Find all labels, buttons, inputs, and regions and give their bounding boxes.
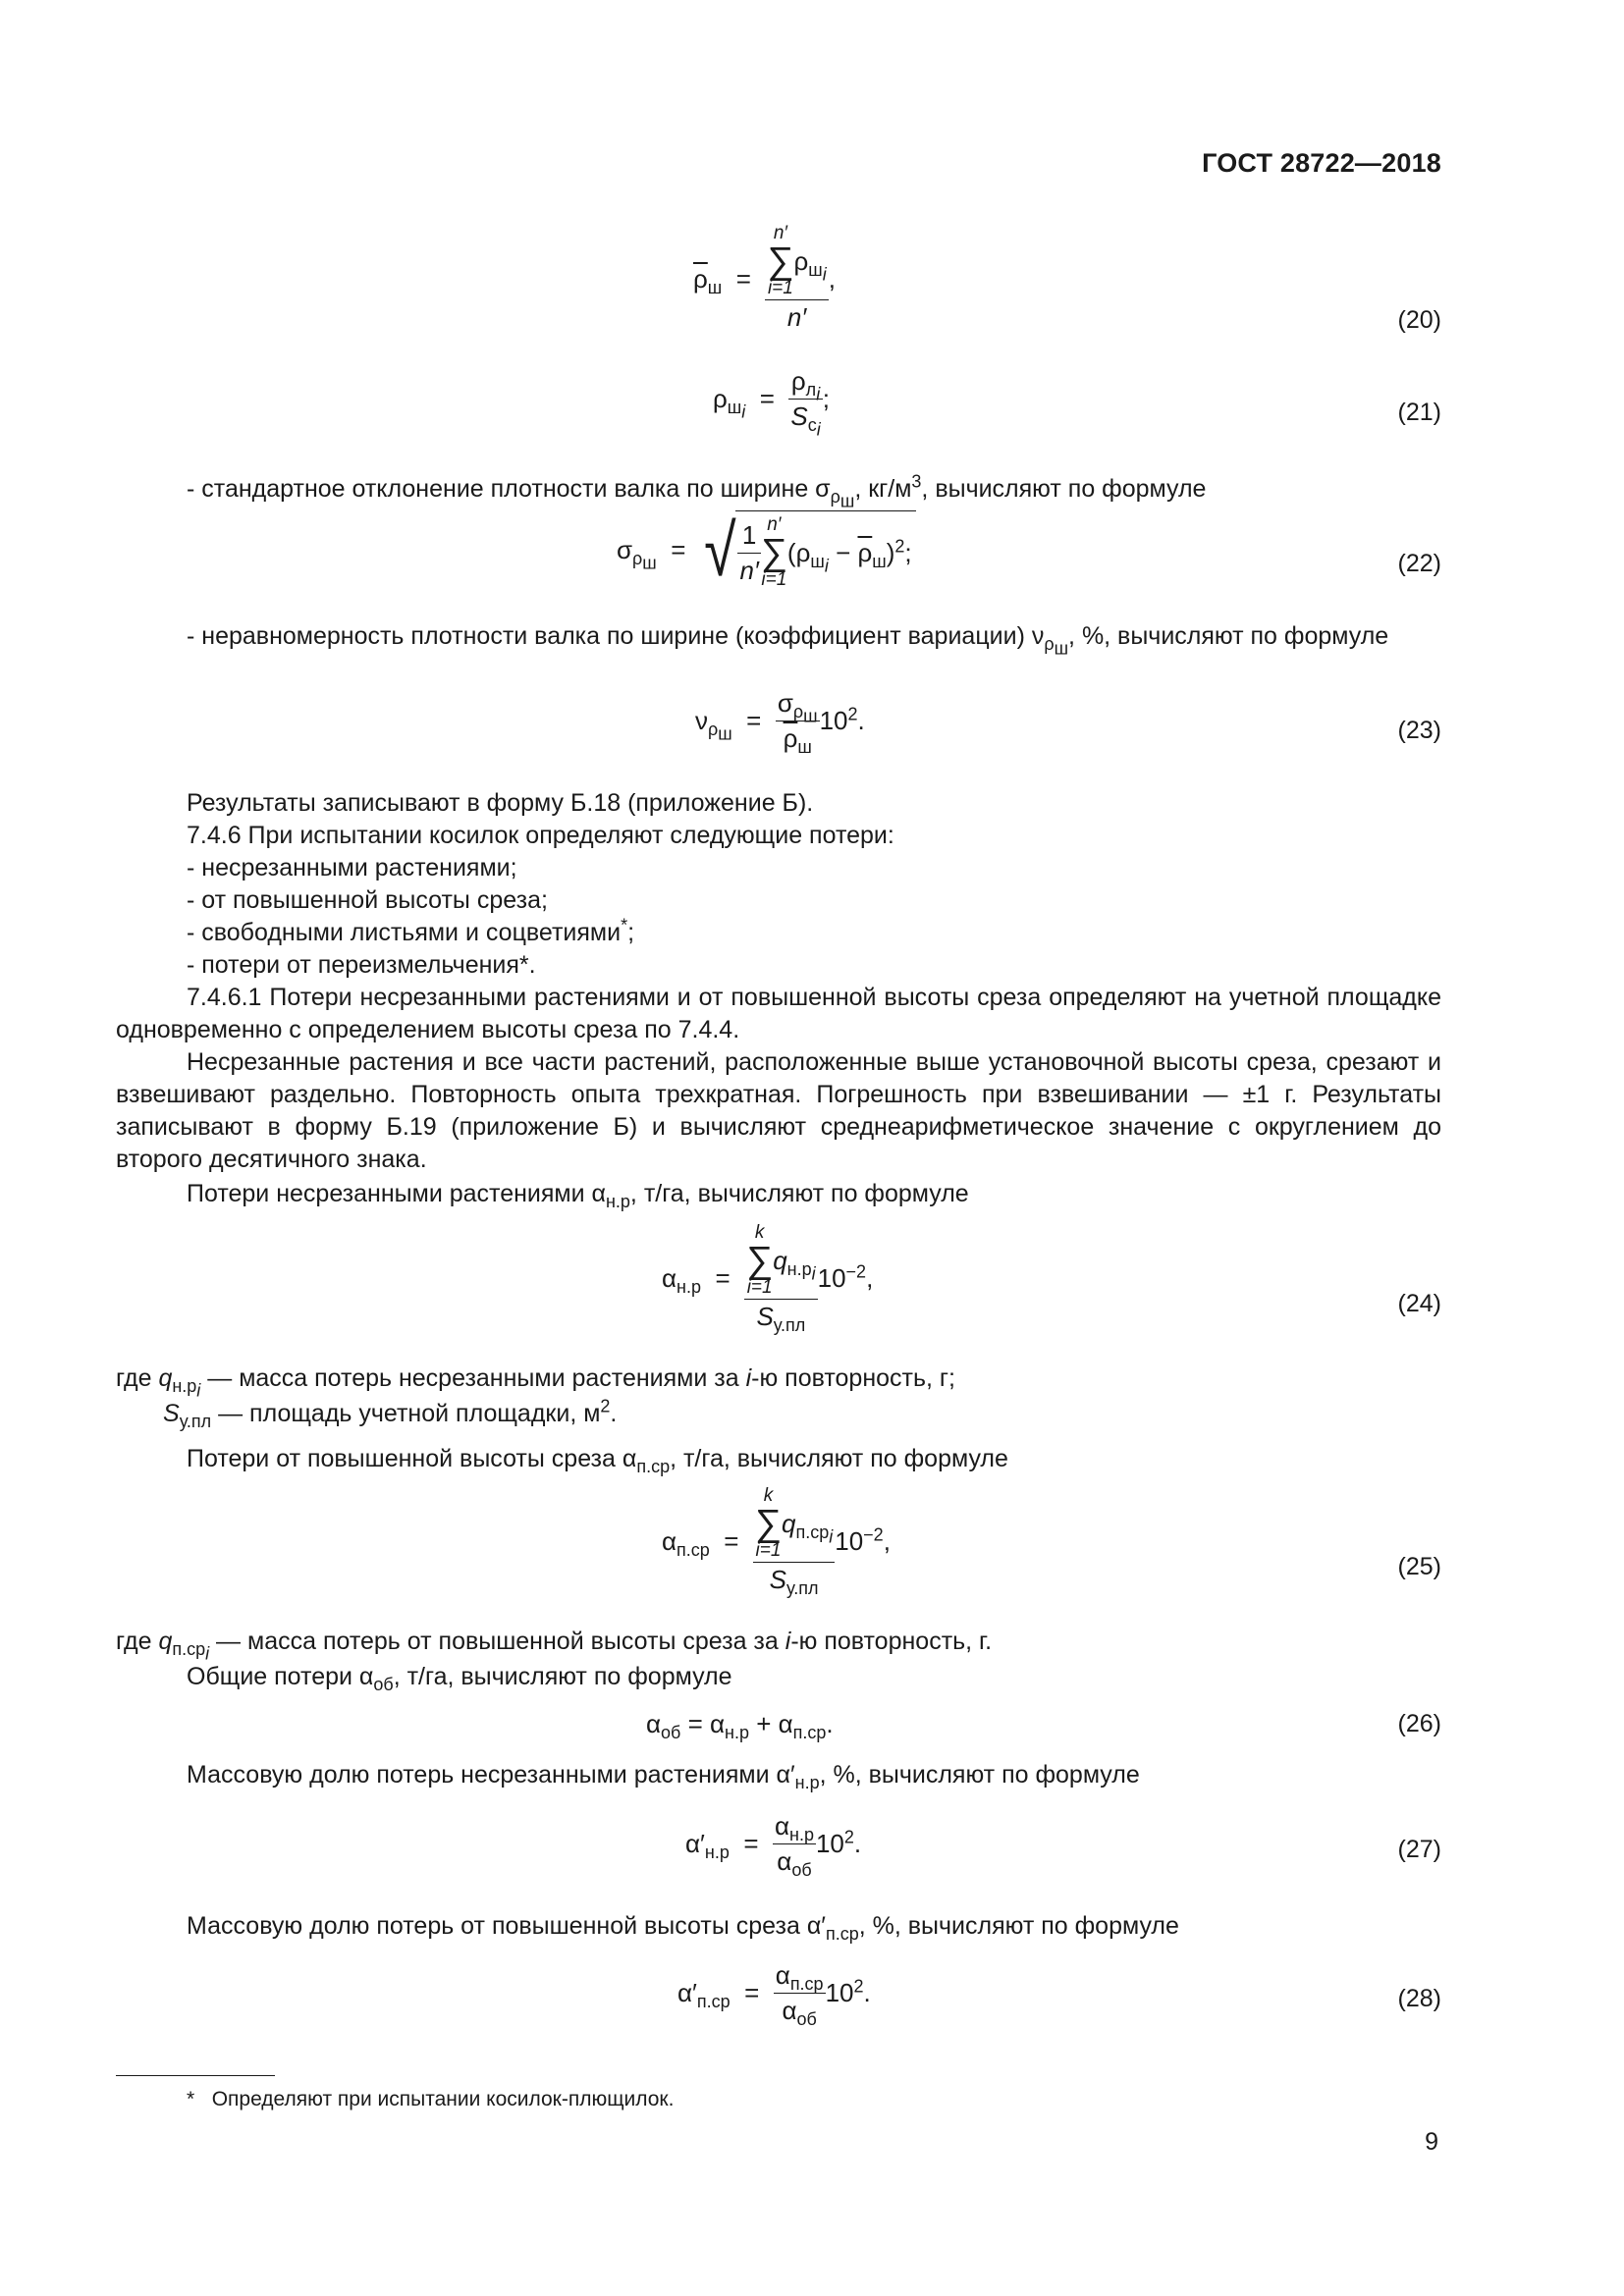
- square-root: √ $\frac{1}{n'}$ n′ ∑ i=1 $(\rho_{ш_i} - \overline{\rho}_ш)^2$;: [700, 510, 916, 590]
- fraction: n′ ∑ i=1 $\rho_{ш_i}$ n′: [767, 223, 827, 332]
- fraction: $\frac{\rho_{л_i}}{S_{c_i}}$: [790, 366, 821, 440]
- fraction: k ∑ i=1 $q_{п.ср_i}$ $S_{у.пл}$: [754, 1485, 834, 1599]
- paragraph-mass-uncut: Массовую долю потерь несрезанными растениями $\alpha'_{н.р}$, %, вычисляют по формуле: [187, 1761, 1140, 1792]
- list-item-loss-4: - потери от переизмельчения*.: [187, 951, 536, 979]
- paragraph-loss-high: Потери от повышенной высоты среза $\alpha_{п.ср}$, т/га, вычисляют по формуле: [187, 1445, 1008, 1476]
- equation-number: (26): [1397, 1710, 1441, 1737]
- symbol-rho: $\overline{\rho}$: [693, 263, 708, 294]
- footnote-divider: [116, 2075, 275, 2076]
- paragraph-7-4-6-1: 7.4.6.1 Потери несрезанными растениями и от повышенной высоты среза определяют на учетной площадке одновременно с определением высоты среза по 7.4.4.: [116, 984, 1441, 1043]
- paragraph-non-uniformity: - неравномерность плотности валка по ширине (коэффициент вариации) $\nu_{\rho_ш}$, %, вычисляют по формуле: [187, 622, 1389, 659]
- equation-number: (23): [1397, 717, 1441, 744]
- footnote-text: Определяют при испытании косилок-плющилок.: [211, 2088, 675, 2110]
- paragraph-7-4-6: 7.4.6 При испытании косилок определяют следующие потери:: [187, 822, 894, 849]
- fraction: $\frac{1}{n'}$: [739, 519, 759, 585]
- sum-operator: k ∑ i=1: [746, 1222, 774, 1298]
- equation-number: (21): [1397, 399, 1441, 426]
- paragraph-uncut-plants: Несрезанные растения и все части растений, расположенные выше установочной высоты среза, срезают и взвешивают раздельно. Повторность опыта трехкратная. Погрешность при взвешивании — ±1 г. Результаты записывают в форму Б.19 (приложение Б) и вычисляют среднеарифметическое значение с округлением до второго десятичного знака.: [116, 1048, 1441, 1173]
- paragraph-results: Результаты записывают в форму Б.18 (приложение Б).: [187, 789, 814, 817]
- equation-number: (24): [1397, 1290, 1441, 1317]
- document-header: ГОСТ 28722—2018: [1202, 148, 1441, 178]
- equation-number: (25): [1397, 1553, 1441, 1580]
- list-item-loss-3: - свободными листьями и соцветиями*;: [187, 915, 635, 946]
- sum-operator: n′ ∑ i=1: [767, 223, 794, 298]
- paragraph-std-deviation: - стандартное отклонение плотности валка по ширине $\sigma_{\rho_ш}$, $кг/м^3$, вычисляют по формуле: [187, 471, 1207, 511]
- equation-number: (22): [1397, 550, 1441, 577]
- fraction: $\frac{\sigma_{\rho_ш}}{\overline{\rho}_ш}$: [777, 688, 818, 758]
- equation-number: (28): [1397, 1985, 1441, 2012]
- footnote-mark: *: [187, 2088, 195, 2110]
- fraction: $\frac{\alpha_{н.р}}{\alpha_{об}}$: [774, 1811, 814, 1881]
- sum-operator: n′ ∑ i=1: [760, 514, 787, 590]
- fraction: k ∑ i=1 $q_{н.р_i}$ $S_{у.пл}$: [746, 1222, 816, 1336]
- list-item-loss-2: - от повышенной высоты среза;: [187, 886, 548, 914]
- paragraph-where-1: где $q_{н.р_i}$ — масса потерь несрезанными растениями за i-ю повторность, г;: [116, 1364, 955, 1401]
- footnote: [187, 2083, 674, 2115]
- equation-number: (20): [1397, 306, 1441, 334]
- paragraph-where-3: где $q_{п.ср_i}$ — масса потерь от повышенной высоты среза за i-ю повторность, г.: [116, 1628, 993, 1664]
- sum-operator: k ∑ i=1: [754, 1485, 782, 1561]
- fraction: $\frac{\alpha_{п.ср}}{\alpha_{об}}$: [775, 1960, 824, 2030]
- page-number: 9: [1425, 2128, 1438, 2156]
- paragraph-mass-high: Массовую долю потерь от повышенной высоты среза $\alpha'_{п.ср}$, %, вычисляют по формуле: [187, 1912, 1179, 1944]
- paragraph-where-2: $S_{у.пл}$ — площадь учетной площадки, $м^2$.: [163, 1396, 618, 1431]
- list-item-loss-1: - несрезанными растениями;: [187, 854, 517, 881]
- equation-number: (27): [1397, 1836, 1441, 1863]
- paragraph-loss-uncut: Потери несрезанными растениями $\alpha_{н.р}$, т/га, вычисляют по формуле: [187, 1180, 969, 1211]
- paragraph-total-loss: Общие потери $\alpha_{об}$, т/га, вычисляют по формуле: [187, 1663, 732, 1694]
